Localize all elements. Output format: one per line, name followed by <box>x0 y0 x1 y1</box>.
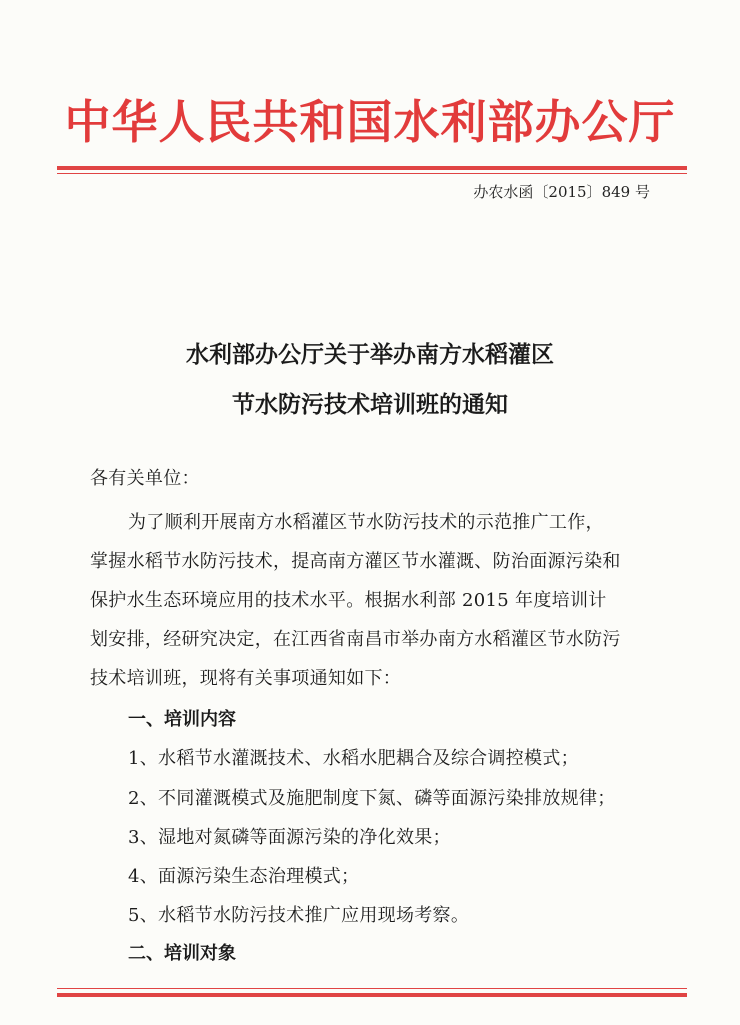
section-heading-training-targets: 二、培训对象 <box>128 943 236 964</box>
salutation: 各有关单位： <box>90 468 200 489</box>
paragraph-line: 划安排，经研究决定，在江西省南昌市举办南方水稻灌区节水防污 <box>90 629 621 650</box>
header-red-rule-thick <box>57 166 687 170</box>
paragraph-line: 技术培训班，现将有关事项通知如下： <box>90 668 402 689</box>
paragraph-line: 为了顺利开展南方水稻灌区节水防污技术的示范推广工作， <box>128 512 604 533</box>
issuing-office-header: 中华人民共和国水利部办公厅 <box>64 95 676 149</box>
list-item: 4、面源污染生态治理模式； <box>128 866 360 887</box>
footer-red-rule-thick <box>57 993 687 997</box>
section-heading-training-content: 一、培训内容 <box>128 709 236 730</box>
footer-red-rule-thin <box>57 988 687 989</box>
header-red-rule-thin <box>57 173 687 174</box>
paragraph-line: 掌握水稻节水防污技术，提高南方灌区节水灌溉、防治面源污染和 <box>90 551 621 572</box>
paragraph-line: 保护水生态环境应用的技术水平。根据水利部 2015 年度培训计 <box>90 590 607 611</box>
list-item: 3、湿地对氮磷等面源污染的净化效果； <box>128 827 451 848</box>
document-title-line-1: 水利部办公厅关于举办南方水稻灌区 <box>186 342 554 368</box>
document-title-line-2: 节水防污技术培训班的通知 <box>232 392 508 418</box>
document-number: 办农水函〔2015〕849 号 <box>473 183 650 201</box>
list-item: 2、不同灌溉模式及施肥制度下氮、磷等面源污染排放规律； <box>128 788 616 809</box>
list-item: 5、水稻节水防污技术推广应用现场考察。 <box>128 905 470 926</box>
list-item: 1、水稻节水灌溉技术、水稻水肥耦合及综合调控模式； <box>128 748 579 769</box>
